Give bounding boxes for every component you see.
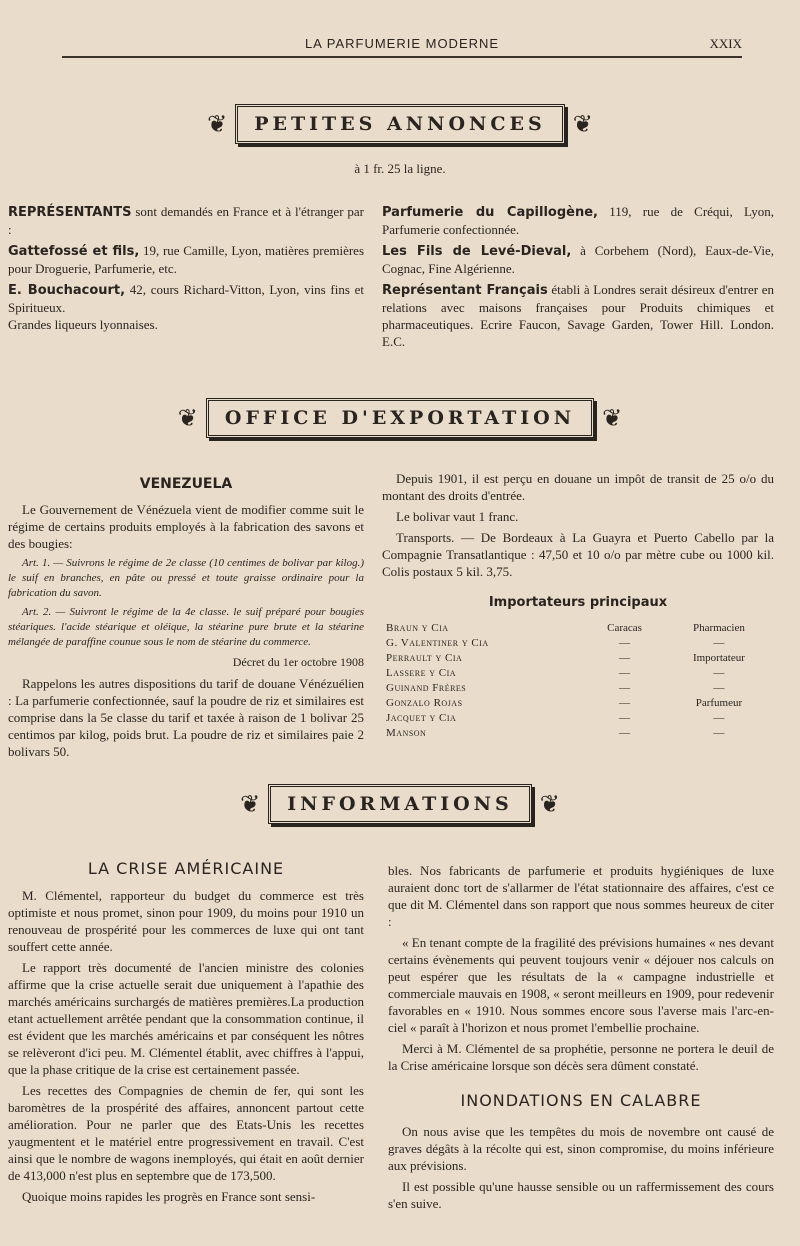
inondations-title: INONDATIONS EN CALABRE bbox=[460, 1091, 702, 1110]
ornament-left-icon: ❦ bbox=[240, 791, 261, 818]
banner-frame bbox=[206, 398, 594, 438]
importer-row bbox=[382, 651, 774, 666]
paragraph: Rappelons les autres dispositions du tarif de douane Vénézuélien : La parfumerie confectionnée, sauf la poudre de riz et similaires est comprise dans la 5e classe du tarif et taxée à raison de 1 bolivar 25 centimos par kilog, poids brut. La poudre de riz et similaires paie 2 bolivars 50. bbox=[8, 676, 364, 759]
banner-title: OFFICE D'EXPORTATION bbox=[224, 407, 576, 429]
annonce-item: Gattefossé et fils, 19, rue Camille, Lyon, matières premières pour Droguerie, Parfumerie, etc. bbox=[8, 243, 364, 276]
importer-name: Gonzalo Rojas bbox=[386, 697, 463, 709]
importer-city: — bbox=[619, 667, 631, 679]
annonce-rate: à 1 fr. 25 la ligne. bbox=[354, 161, 446, 176]
importer-row bbox=[382, 696, 774, 711]
importers-table bbox=[382, 621, 774, 741]
importer-row bbox=[382, 681, 774, 696]
paragraph: Il est possible qu'une hausse sensible ou un raffermissement des cours s'en suive. bbox=[388, 1179, 774, 1211]
importer-type: — bbox=[713, 712, 725, 724]
info-left-column bbox=[8, 860, 364, 1209]
banner-informations bbox=[0, 778, 800, 830]
venezuela-title: VENEZUELA bbox=[139, 476, 233, 492]
annonce-item: Parfumerie du Capillogène, 119, rue de Créqui, Lyon, Parfumerie confectionnée. bbox=[382, 204, 775, 237]
paragraph: Quoique moins rapides les progrès en France sont sensi- bbox=[22, 1189, 316, 1204]
paragraph: Merci à M. Clémentel de sa prophétie, personne ne portera le deuil de la Crise américaine lorsque son décès sera dûment constaté. bbox=[388, 1041, 774, 1073]
importer-city: — bbox=[619, 712, 631, 724]
page-number: XXIX bbox=[709, 36, 742, 51]
importers-title: Importateurs principaux bbox=[488, 595, 668, 610]
journal-title: LA PARFUMERIE MODERNE bbox=[304, 36, 500, 51]
banner-petites-annonces bbox=[0, 98, 800, 150]
importer-city: — bbox=[619, 697, 631, 709]
importer-type: Importateur bbox=[692, 652, 745, 664]
annonce-item: Représentant Français établi à Londres serait désireux d'entrer en relations avec maisons françaises pour Produits chimiques et pharmaceutiques. Ecrire Faucon, Savage Garden, Tower Hill. London. E.C. bbox=[382, 282, 775, 349]
annonce-item: Grandes liqueurs lyonnaises. bbox=[8, 317, 158, 332]
banner-title: INFORMATIONS bbox=[287, 793, 513, 815]
importer-type: — bbox=[713, 727, 725, 739]
ornament-right-icon: ❦ bbox=[602, 405, 623, 432]
importer-name: Braun y Cia bbox=[386, 622, 449, 634]
annonce-item: Les Fils de Levé-Dieval, à Corbehem (Nord), Eaux-de-Vie, Cognac, Fine Algérienne. bbox=[382, 243, 774, 276]
banner-office-exportation bbox=[0, 392, 800, 444]
importer-name: Lassere y Cia bbox=[386, 667, 457, 679]
importer-city: Caracas bbox=[607, 622, 642, 634]
importer-type: — bbox=[713, 667, 725, 679]
importer-type: — bbox=[713, 682, 725, 694]
importer-name: G. Valentiner y Cia bbox=[386, 637, 489, 649]
importer-row bbox=[382, 666, 774, 681]
importer-type: — bbox=[713, 637, 725, 649]
ornament-left-icon: ❦ bbox=[177, 405, 198, 432]
importer-city: — bbox=[619, 727, 631, 739]
ornament-right-icon: ❦ bbox=[539, 791, 560, 818]
importer-row bbox=[382, 621, 774, 636]
export-right-column bbox=[382, 470, 774, 741]
paragraph-article-2: Art. 2. — Suivront le régime de la 4e classe. le suif préparé pour bougies stéariques. l'acide stéarique et oléique, la stéarine pure brute et la stéarine mélangée de paraffine counue sous le nom de stéarine du commerce. bbox=[8, 606, 364, 648]
banner-title: PETITES ANNONCES bbox=[254, 113, 546, 135]
importer-name: Jacquet y Cia bbox=[386, 712, 457, 724]
annonces-left-column bbox=[8, 203, 364, 337]
paragraph: On nous avise que les tempêtes du mois de novembre ont causé de graves dégâts à la récolte qui est, sinon compromise, du moins inférieure aux prévisions. bbox=[388, 1124, 774, 1173]
importer-row bbox=[382, 636, 774, 651]
paragraph: Transports. — De Bordeaux à La Guayra et Puerto Cabello par la Compagnie Transatlantique : 47,50 et 10 o/o par mètre cube ou 1000 kil. Colis postaux 5 kil. 3,75. bbox=[382, 530, 774, 579]
info-right-column bbox=[388, 862, 774, 1216]
importer-row bbox=[382, 711, 774, 726]
paragraph: Le Gouvernement de Vénézuela vient de modifier comme suit le régime de certains produits employés à la fabrication des savons et des bougies: bbox=[8, 502, 364, 551]
banner-frame bbox=[235, 104, 564, 144]
annonces-right-column bbox=[382, 203, 774, 354]
annonce-item: E. Bouchacourt, 42, cours Richard-Vitton, Lyon, vins fins et Spiritueux. bbox=[8, 282, 364, 315]
importer-type: Pharmacien bbox=[692, 622, 745, 634]
header-rule bbox=[62, 56, 742, 58]
quote: « En tenant compte de la fragilité des prévisions humaines « nes devant certains évènements qui peuvent toujours venir « déjouer nos calculs on peut espérer que les résultats de la « campagne industrielle et commerciale mauvais en 1908, « seront meilleurs en 1909, pour redevenir favorables en « 1910. Nous sommes encore sous l'averse mais l'arc-en-ciel « paraît à l'horizon et nous promet l'embellie prochaine. bbox=[388, 935, 774, 1035]
importer-row bbox=[382, 726, 774, 741]
annonce-item: REPRÉSENTANTS sont demandés en France et à l'étranger par : bbox=[8, 204, 364, 237]
running-header bbox=[62, 36, 742, 54]
importer-name: Perrault y Cia bbox=[386, 652, 463, 664]
importer-name: Guinand Frères bbox=[386, 682, 467, 694]
importer-city: — bbox=[619, 637, 631, 649]
paragraph: Le rapport très documenté de l'ancien ministre des colonies affirme que la crise actuelle serait due uniquement à l'apathie des marchés américains surchargés de matières premières.La production etant actuellement arrêtée pendant que la consommation continue, il est évident que les marchés américains et par conséquent les nôtres se relèveront d'ici peu. M. Clémentel établit, avec chiffres à l'appui, que la phase critique de la crise est certainement passée. bbox=[8, 960, 364, 1077]
banner-frame bbox=[268, 784, 532, 824]
export-left-column bbox=[8, 476, 364, 764]
importer-city: — bbox=[619, 652, 631, 664]
paragraph: Les recettes des Compagnies de chemin de fer, qui sont les baromètres de la prospérité des affaires, annoncent partout cette amélioration. Pour ne parler que des Etats-Unis les recettes yaugmentent et le matériel entre progressivement en travail. C'est ainsi que le nombre de wagons inemployés, qui était en août dernier de 413,000 n'est plus en septembre que de 173,500. bbox=[8, 1083, 364, 1183]
crise-title: LA CRISE AMÉRICAINE bbox=[87, 859, 285, 878]
paragraph: Le bolivar vaut 1 franc. bbox=[396, 509, 519, 524]
importer-type: Parfumeur bbox=[695, 697, 743, 709]
ornament-right-icon: ❦ bbox=[572, 111, 593, 138]
importer-name: Manson bbox=[386, 727, 427, 739]
ornament-left-icon: ❦ bbox=[207, 111, 228, 138]
decree-date: Décret du 1er octobre 1908 bbox=[232, 655, 364, 669]
paragraph-article-1: Art. 1. — Suivrons le régime de 2e classe (10 centimes de bolivar par kilog.) le suif en branches, en pâte ou pressé et toute graisse ordinaire pour la fabrication du savon. bbox=[8, 557, 364, 599]
importer-city: — bbox=[619, 682, 631, 694]
paragraph: Depuis 1901, il est perçu en douane un impôt de transit de 25 o/o du montant des droits d'entrée. bbox=[382, 471, 774, 503]
paragraph: bles. Nos fabricants de parfumerie et produits hygiéniques de luxe auraient donc tort de s'allarmer de l'état stationnaire des affaires, c'est ce que dit M. Clémentel dans son rapport que nous sommes heureux de citer : bbox=[388, 863, 774, 929]
paragraph: M. Clémentel, rapporteur du budget du commerce est très optimiste et nous promet, sinon pour 1909, du moins pour 1910 un renouveau de prospérité pour les commerces de luxe qui ont tant souffert cette année. bbox=[8, 888, 364, 954]
